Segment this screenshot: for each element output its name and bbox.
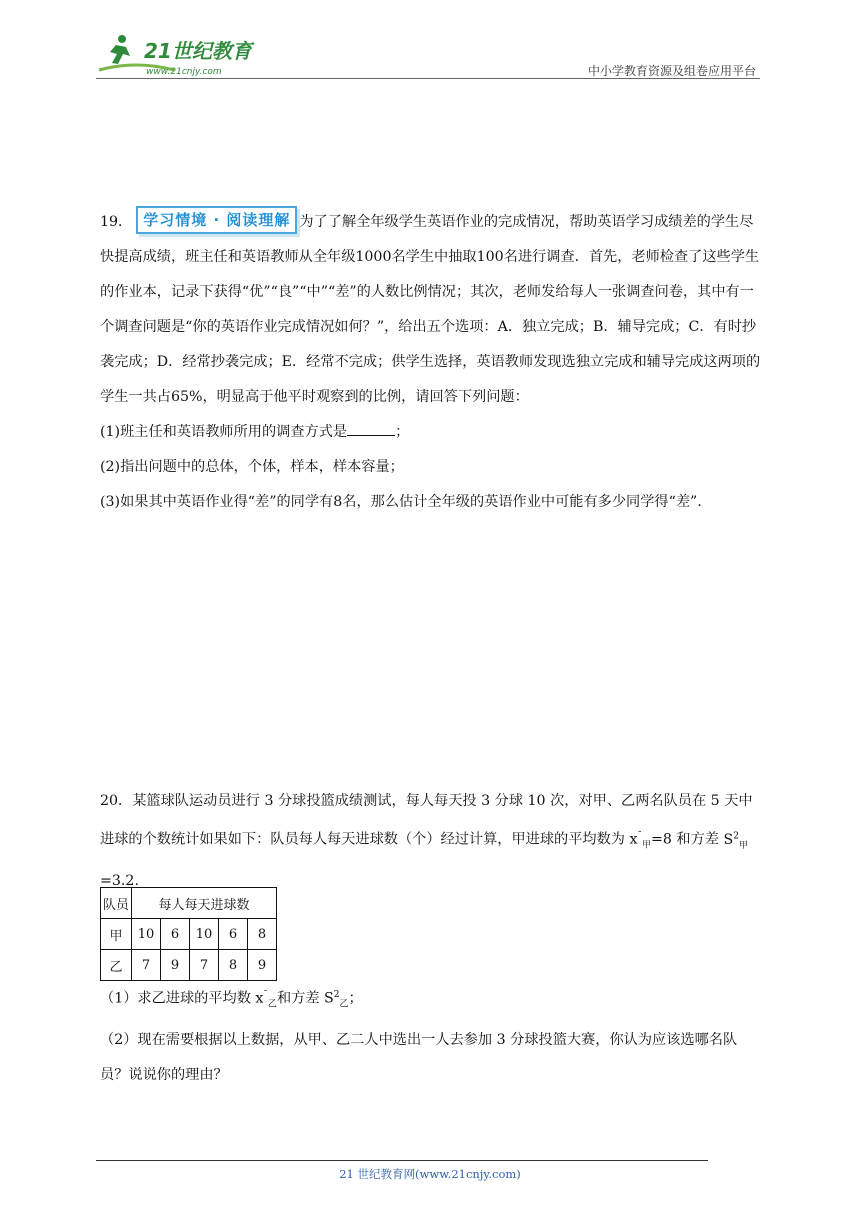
header-divider bbox=[96, 78, 760, 79]
question-20-parts bbox=[100, 978, 765, 1093]
answer-blank bbox=[347, 421, 395, 436]
table-row bbox=[101, 950, 277, 981]
table-cell: 9 bbox=[161, 950, 190, 981]
header-tagline: 中小学教育资源及组卷应用平台 bbox=[587, 64, 756, 78]
table-header-cell: 每人每天进球数 bbox=[132, 888, 277, 919]
question-number: 19． bbox=[100, 214, 133, 230]
table-cell: 7 bbox=[132, 950, 161, 981]
sub-question-2: (2)指出问题中的总体，个体，样本，样本容量； bbox=[100, 459, 404, 475]
table-cell: 乙 bbox=[101, 950, 132, 981]
table-cell: 甲 bbox=[101, 919, 132, 950]
table-cell: 10 bbox=[132, 919, 161, 950]
table-cell: 7 bbox=[190, 950, 219, 981]
sub-question-1: （1）求乙进球的平均数 $x^¯_乙$和方差 $S^2_乙$； bbox=[100, 990, 363, 1010]
svg-text:21世纪教育: 21世纪教育 bbox=[144, 39, 252, 63]
table-cell: 8 bbox=[248, 919, 277, 950]
sub-question-2: （2）现在需要根据以上数据，从甲、乙二人中选出一人去参加 3 分球投篮大赛，你认为应该选哪名队员？说说你的理由？ bbox=[100, 1031, 738, 1083]
table-header-row bbox=[101, 888, 277, 919]
question-19 bbox=[100, 205, 765, 520]
sub-question-1: (1)班主任和英语教师所用的调查方式是 ； bbox=[100, 415, 765, 450]
table-cell: 9 bbox=[248, 950, 277, 981]
site-logo bbox=[96, 30, 266, 80]
page-header bbox=[96, 30, 756, 80]
table-row bbox=[101, 919, 277, 950]
footer-divider bbox=[96, 1160, 708, 1161]
page-footer: 21 世纪教育网(www.21cnjy.com) bbox=[339, 1167, 521, 1181]
svg-text:www.21cnjy.com: www.21cnjy.com bbox=[146, 67, 222, 77]
table-cell: 6 bbox=[219, 919, 248, 950]
sub-question-3: (3)如果其中英语作业得“差”的同学有8名，那么估计全年级的英语作业中可能有多少同学得“差”. bbox=[100, 494, 702, 510]
table-header-cell: 队员 bbox=[101, 888, 132, 919]
table-cell: 8 bbox=[219, 950, 248, 981]
question-text: 为了了解全年级学生英语作业的完成情况，帮助英语学习成绩差的 bbox=[299, 214, 711, 230]
question-body: 学生尽快提高成绩，班主任和英语教师从全年级1000名学生中抽取100名进行调查．首先，老师检查了这些学生的作业本，记录下获得“优”“良”“中”“差”的人数比例情况；其次，老师发给每人一张调查问卷，其中有一个调查问题是“你的英语作业完成情况如何？”，给出五个选项：A．独立完成；B．辅导完成；C．有时抄袭完成；D．经常抄袭完成；E．经常不完成；供学生选择，英语教师发现选独立完成和辅导完成这两项的学生一共占65%，明显高于他平时观察到的比例，请回答下列问题： bbox=[100, 214, 761, 405]
scores-table bbox=[100, 887, 277, 981]
question-20: 20．某篮球队运动员进行 3 分球投篮成绩测试，每人每天投 3 分球 10 次，对甲、乙两名队员在 5 天中进球的个数统计如果如下：队员每人每天进球数（个）经过计算，甲进球的平均数为 $x^¯_甲=8$ 和方差 $S^2_甲=3.2$. bbox=[100, 793, 753, 889]
table-cell: 10 bbox=[190, 919, 219, 950]
table-cell: 6 bbox=[161, 919, 190, 950]
context-badge: 学习情境 · 阅读理解 bbox=[136, 206, 297, 234]
question-text: 20．某篮球队运动员进行 3 分球投篮成绩测试，每人每天投 3 分球 10 次，对甲、乙两名队员在 5 天中进球的个数统计如果如下：队员每人每天进球数（个）经过计算，甲进球的平均数为 x bbox=[100, 793, 753, 848]
variance-symbol: $S^2_甲$ bbox=[723, 831, 748, 851]
